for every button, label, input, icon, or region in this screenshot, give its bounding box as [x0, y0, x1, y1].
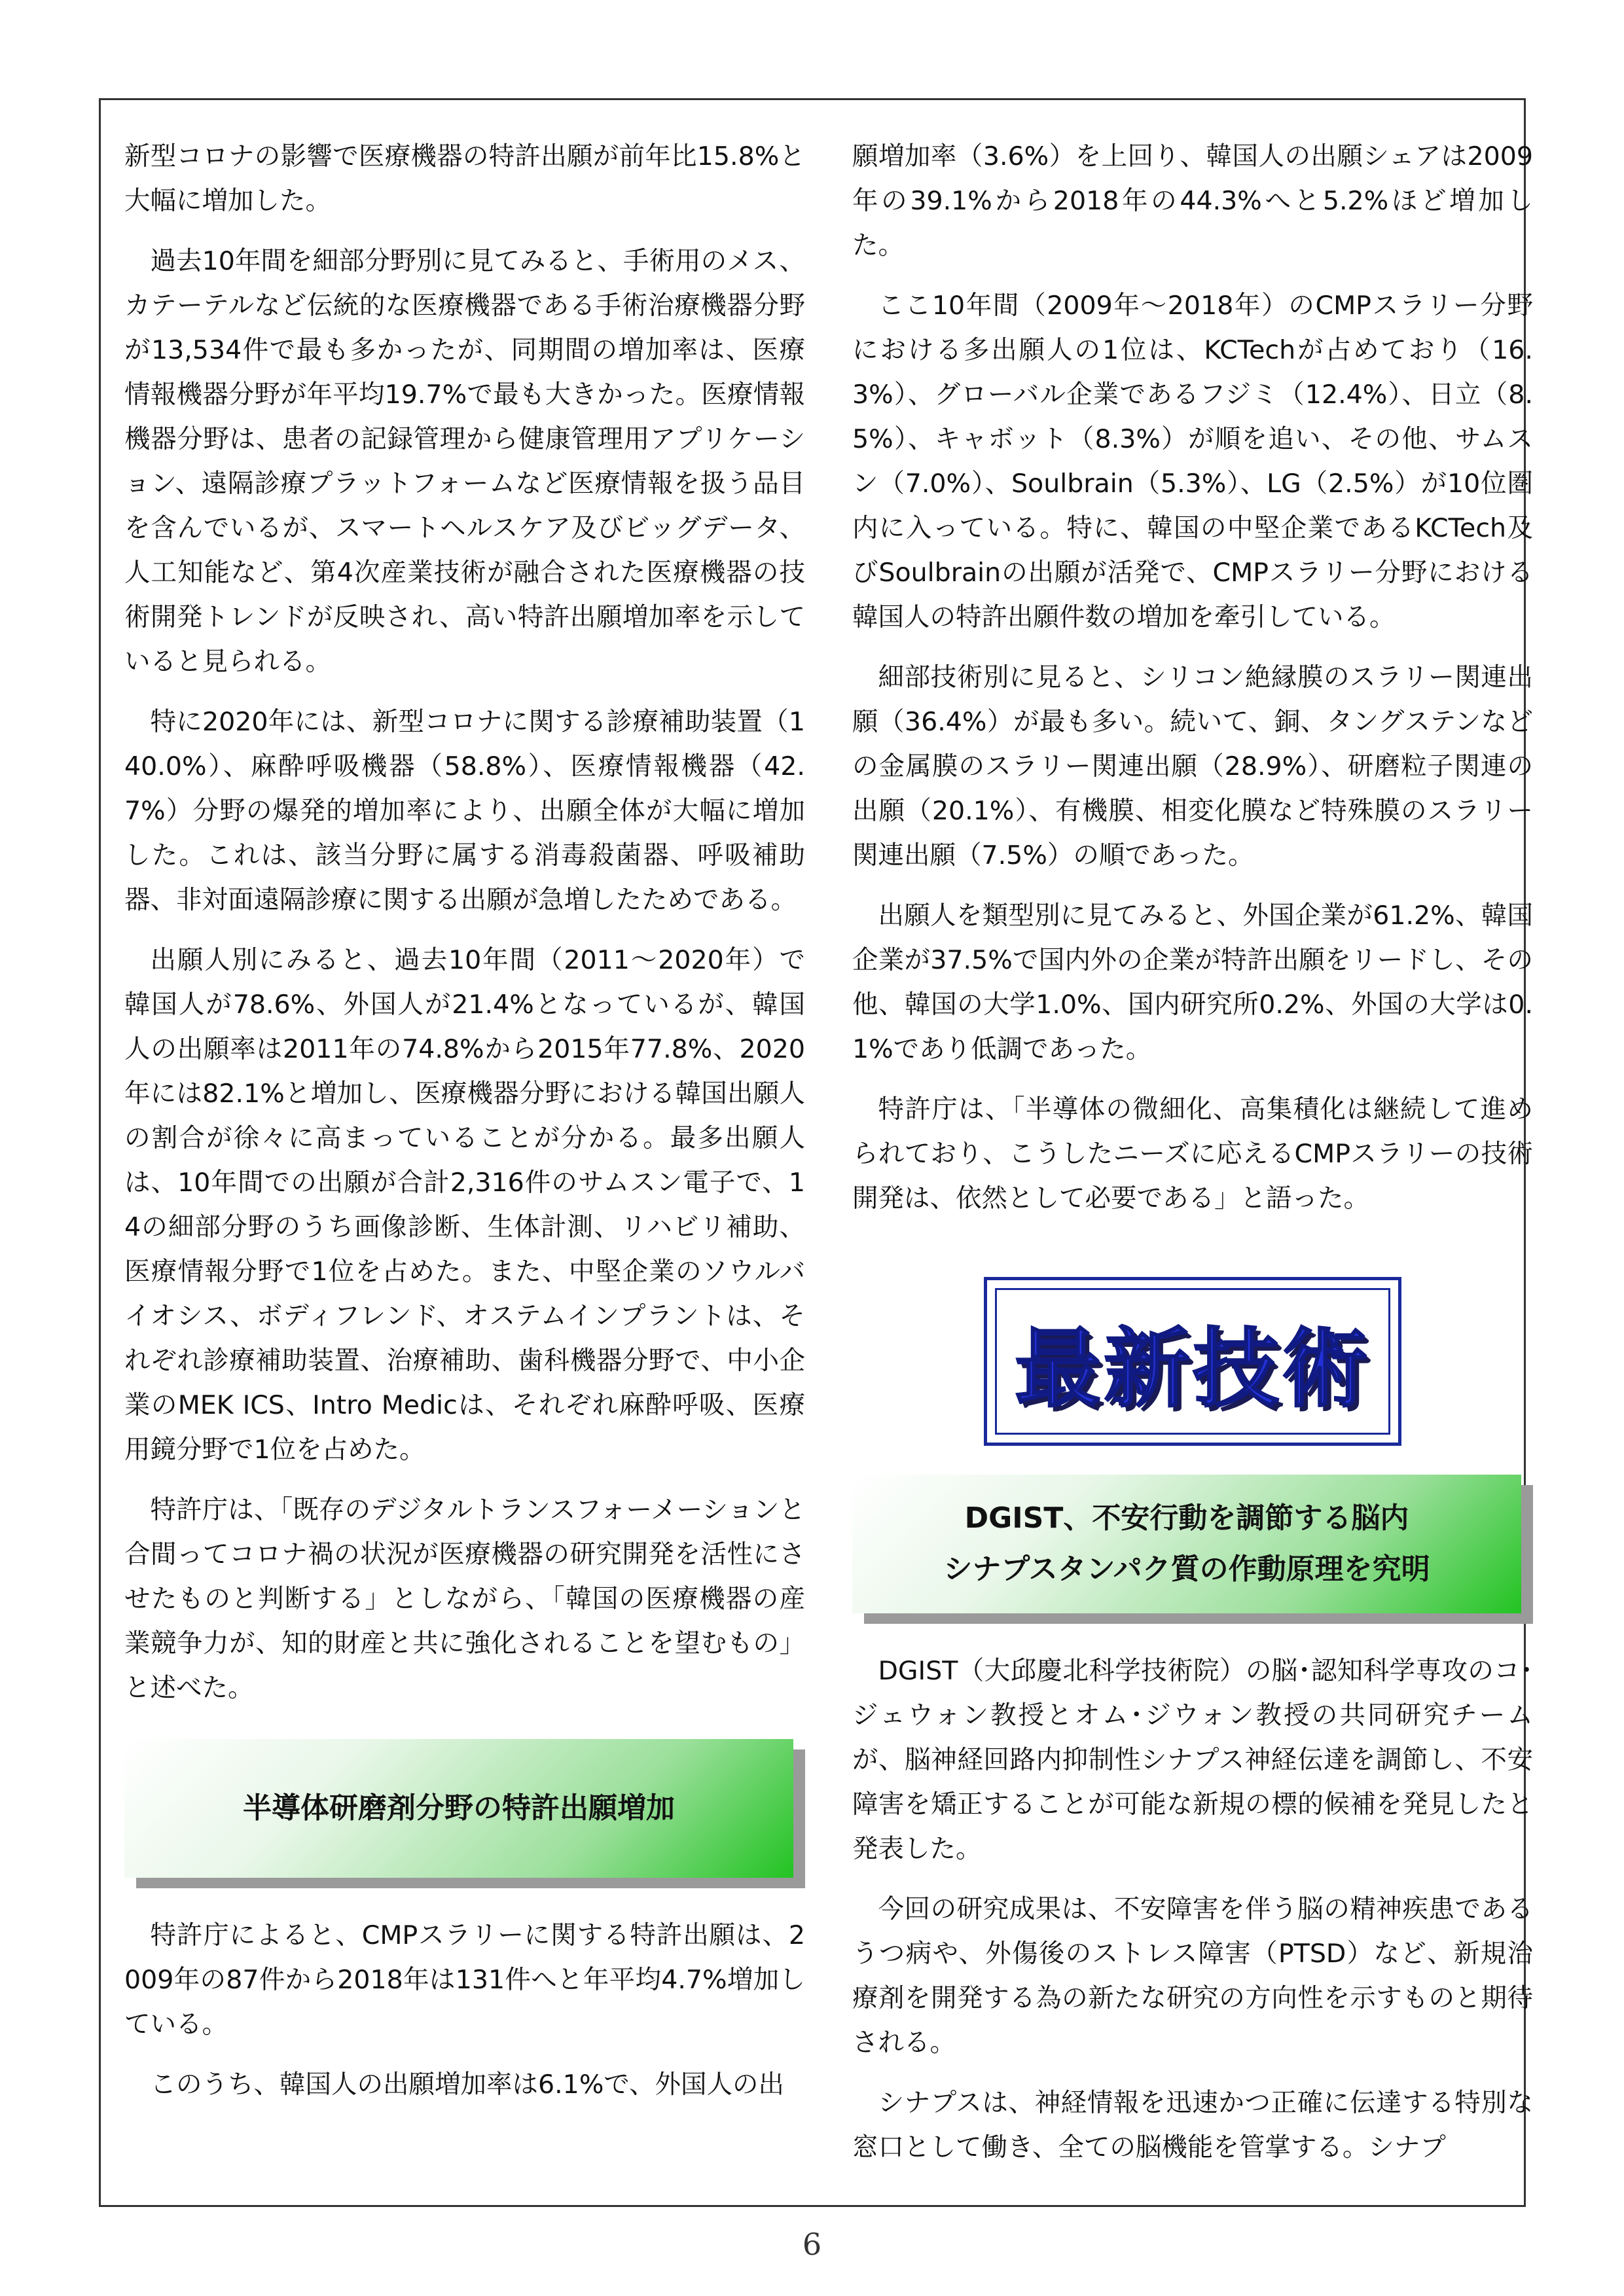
latest-technology-box [984, 1277, 1401, 1446]
paragraph: 特許庁は、「既存のデジタルトランスフォーメーションと合間ってコロナ禍の状況が医療機器の研究開発を活性にさせたものと判断する」としながら、「韓国の医療機器の産業競争力が、知的財産と共に強化されることを望むもの」と述べた。 [124, 1495, 805, 1703]
section-heading-line1: DGIST、不安行動を調節する脳内 [964, 1501, 1409, 1535]
paragraph: 特許庁は、「半導体の微細化、高集積化は継続して進められており、こうしたニーズに応えるCMPスラリーの技術開発は、依然として必要である」と語った。 [852, 1094, 1533, 1213]
paragraph: 新型コロナの影響で医療機器の特許出願が前年比15.8%と大幅に増加した。 [124, 141, 805, 216]
banner-face [852, 1475, 1521, 1613]
page-number: 6 [802, 2227, 822, 2262]
paragraph: シナプスは、神経情報を迅速かつ正確に伝達する特別な窓口として働き、全ての脳機能を管掌する。シナプ [852, 2088, 1533, 2162]
paragraph: このうち、韓国人の出願増加率は6.1%で、外国人の出 [150, 2070, 785, 2100]
right-column [852, 134, 1533, 2185]
paragraph: ここ10年間（2009年～2018年）のCMPスラリー分野における多出願人の1位は、KCTechが占めており（16.3%）、グローバル企業であるフジミ（12.4%）、日立（8.5%）、キャボット（8.3%）が順を追い、その他、サムスン（7.0%）、Soulbrain（5.3%）、LG（2.5%）が10位圏内に入っている。特に、韓国の中堅企業であるKCTech及びSoulbrainの出願が活発で、CMPスラリー分野における韓国人の特許出願件数の増加を牽引している。 [852, 291, 1533, 632]
section-heading-line2: シナプスタンパク質の作動原理を究明 [943, 1552, 1430, 1586]
left-column [124, 134, 805, 2123]
latest-technology-label: 最新技術 [1015, 1319, 1371, 1420]
banner-face [124, 1739, 793, 1878]
paragraph: 出願人を類型別に見てみると、外国企業が61.2%、韓国企業が37.5%で国内外の企業が特許出願をリードし、その他、韓国の大学1.0%、国内研究所0.2%、外国の大学は0.1%であり低調であった。 [852, 901, 1533, 1064]
paragraph: 今回の研究成果は、不安障害を伴う脳の精神疾患であるうつ病や、外傷後のストレス障害（PTSD）など、新規治療剤を開発する為の新たな研究の方向性を示すものと期待される。 [852, 1894, 1533, 2058]
paragraph: 特許庁によると、CMPスラリーに関する特許出願は、2009年の87件から2018年は131件へと年平均4.7%増加している。 [124, 1920, 805, 2039]
paragraph: 細部技術別に見ると、シリコン絶縁膜のスラリー関連出願（36.4%）が最も多い。続いて、銅、タングステンなどの金属膜のスラリー関連出願（28.9%）、研磨粒子関連の出願（20.1%）、有機膜、相変化膜など特殊膜のスラリー関連出願（7.5%）の順であった。 [852, 662, 1533, 870]
paragraph: DGIST（大邱慶北科学技術院）の脳･認知科学専攻のコ･ジェウォン教授とオム･ジウォン教授の共同研究チームが、脳神経回路内抑制性シナプス神経伝達を調節し、不安障害を矯正することが可能な新規の標的候補を発見したと発表した。 [852, 1656, 1533, 1864]
paragraph: 過去10年間を細部分野別に見てみると、手術用のメス、カテーテルなど伝統的な医療機器である手術治療機器分野が13,534件で最も多かったが、同期間の増加率は、医療情報機器分野が年平均19.7%で最も大きかった。医療情報機器分野は、患者の記録管理から健康管理用アプリケーション、遠隔診療プラットフォームなど医療情報を扱う品目を含んでいるが、スマートヘルスケア及びビッグデータ、人工知能など、第4次産業技術が融合された医療機器の技術開発トレンドが反映され、高い特許出願増加率を示していると見られる。 [124, 246, 805, 677]
latest-technology-inner [995, 1288, 1390, 1435]
paragraph: 願増加率（3.6%）を上回り、韓国人の出願シェアは2009年の39.1%から2018年の44.3%へと5.2%ほど増加した。 [852, 141, 1533, 260]
paragraph: 特に2020年には、新型コロナに関する診療補助装置（140.0%）、麻酔呼吸機器（58.8%）、医療情報機器（42.7%）分野の爆発的増加率により、出願全体が大幅に増加した。これは、該当分野に属する消毒殺菌器、呼吸補助器、非対面遠隔診療に関する出願が急増したためである。 [124, 707, 805, 915]
section-heading-banner [852, 1475, 1533, 1624]
page-frame [99, 98, 1533, 2207]
section-heading: 半導体研磨剤分野の特許出願増加 [243, 1791, 675, 1825]
paragraph: 出願人別にみると、過去10年間（2011～2020年）で韓国人が78.6%、外国人が21.4%となっているが、韓国人の出願率は2011年の74.8%から2015年77.8%、2020年には82.1%と増加し、医療機器分野における韓国出願人の割合が徐々に高まっていることが分かる。最多出願人は、10年間での出願が合計2,316件のサムスン電子で、14の細部分野のうち画像診断、生体計測、リハビリ補助、医療情報分野で1位を占めた。また、中堅企業のソウルバイオシス、ボディフレンド、オステムインプラントは、それぞれ診療補助装置、治療補助、歯科機器分野で、中小企業のMEK ICS、Intro Medicは、それぞれ麻酔呼吸、医療用鏡分野で1位を占めた。 [124, 945, 805, 1465]
section-heading-banner [124, 1739, 805, 1888]
